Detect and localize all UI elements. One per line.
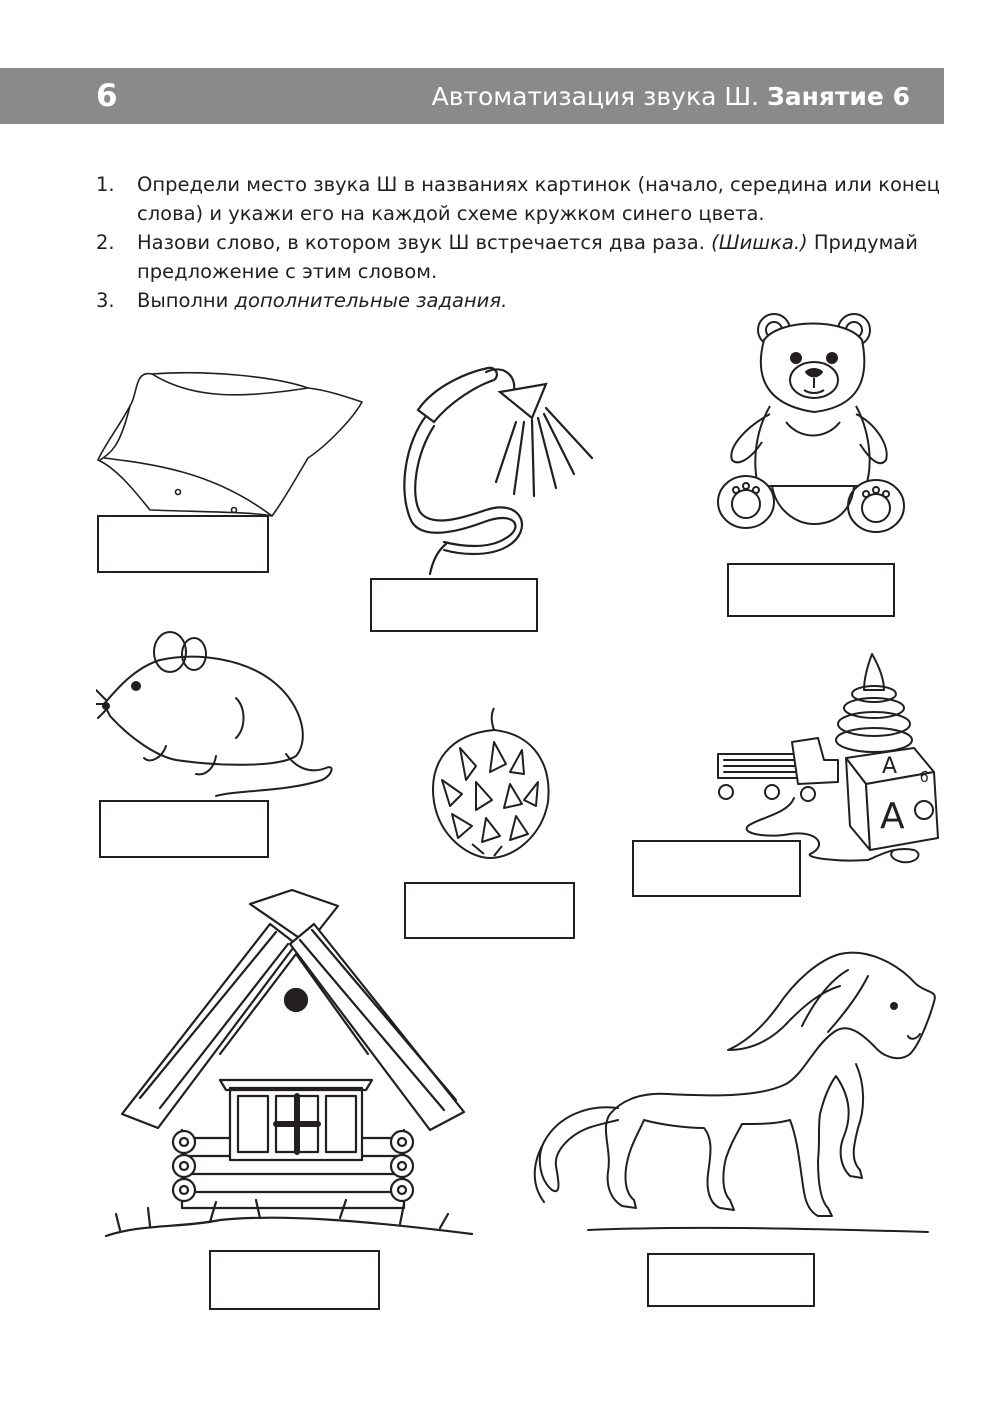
- task-text-italic: дополнительные задания.: [234, 289, 508, 312]
- header-bar: [0, 68, 944, 124]
- answer-box-hut[interactable]: [209, 1250, 380, 1310]
- task-item: [96, 170, 946, 228]
- horse-icon: [528, 946, 944, 1236]
- answer-box-toys[interactable]: [632, 840, 801, 897]
- shower-icon: [396, 362, 616, 582]
- title-main: Автоматизация звука Ш.: [431, 82, 760, 111]
- teddy-bear-icon: [716, 310, 906, 544]
- mouse-icon: [96, 628, 336, 804]
- pillow-icon: [94, 360, 368, 526]
- answer-box-bear[interactable]: [727, 563, 895, 617]
- page-title: [432, 82, 910, 111]
- task-number: 3.: [96, 289, 115, 312]
- task-text: Определи место звука Ш в названиях картинок (начало, середина или конец слова) и укажи его на каждой схеме кружком синего цвета.: [137, 173, 940, 225]
- answer-box-pillow[interactable]: [97, 515, 269, 573]
- title-lesson: Занятие 6: [766, 82, 910, 111]
- page-number: 6: [96, 78, 118, 114]
- log-hut-icon: [100, 884, 478, 1244]
- task-number: 1.: [96, 173, 115, 196]
- task-answer-hint: (Шишка.): [711, 231, 808, 254]
- task-text: Придумай предложение с этим словом.: [137, 231, 918, 283]
- cube-letter-top: А: [882, 754, 898, 779]
- cube-letter-front: А: [880, 796, 905, 837]
- task-item: [96, 228, 946, 286]
- task-text: Выполни: [137, 289, 229, 312]
- answer-box-horse[interactable]: [647, 1253, 815, 1307]
- pine-cone-icon: [420, 702, 560, 862]
- cube-letter-side: б: [920, 770, 929, 786]
- task-list: [96, 170, 946, 315]
- task-text: Назови слово, в котором звук Ш встречается два раза.: [137, 231, 705, 254]
- task-number: 2.: [96, 231, 115, 254]
- answer-box-shower[interactable]: [370, 578, 538, 632]
- answer-box-mouse[interactable]: [99, 800, 269, 858]
